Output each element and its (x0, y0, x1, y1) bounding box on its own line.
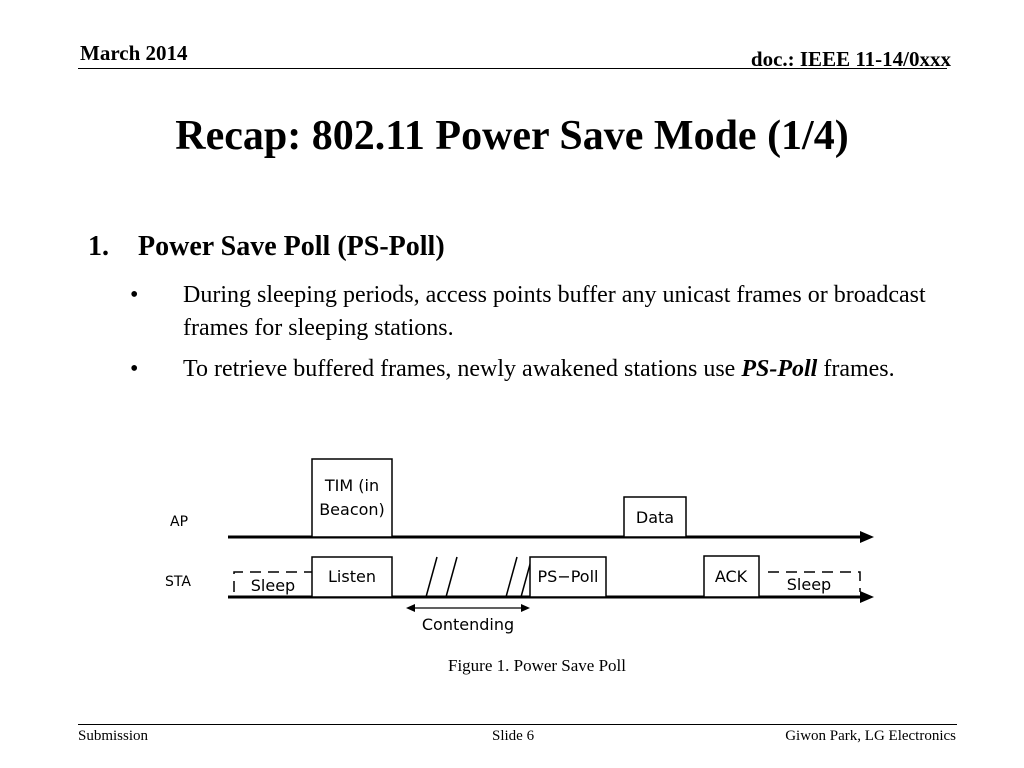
contending-label: Contending (421, 615, 515, 634)
footer-rule (78, 724, 957, 725)
section-number: 1. (88, 231, 109, 262)
data-frame-label: Data (635, 508, 675, 527)
backoff-slash (506, 557, 517, 597)
header-date: March 2014 (80, 41, 188, 65)
sta-arrowhead (860, 591, 874, 603)
header-doc-id: doc.: IEEE 11-14/0xxx (750, 47, 951, 71)
ps-poll-label: PS−Poll (537, 567, 599, 586)
tim-beacon-box (312, 459, 392, 537)
ack-label: ACK (714, 567, 748, 586)
contending-arrow-left (406, 604, 415, 612)
sta-label: STA (165, 574, 191, 590)
bullet-text (183, 353, 953, 386)
bullet-text: During sleeping periods, access points buffer any unicast frames or broadcast frames for sleeping stations. (183, 282, 926, 341)
section-heading-text: Power Save Poll (PS-Poll) (138, 231, 445, 262)
tim-label-line1: TIM (in (324, 476, 380, 495)
footer-submission: Submission (78, 728, 149, 744)
footer-author: Giwon Park, LG Electronics (785, 728, 956, 744)
ap-arrowhead (860, 531, 874, 543)
bullet-emphasis: PS-Poll (741, 356, 818, 382)
backoff-slash (426, 557, 437, 597)
backoff-slash (446, 557, 457, 597)
sleep-right-label: Sleep (786, 575, 832, 594)
slide-title: Recap: 802.11 Power Save Mode (1/4) (175, 113, 849, 159)
bullet-text-after: frames. (817, 356, 895, 382)
footer-slide-number: Slide 6 (492, 728, 535, 744)
sleep-left-label: Sleep (250, 576, 296, 595)
bullet-text-before: To retrieve buffered frames, newly awakened stations use (183, 356, 742, 382)
header-rule (78, 68, 947, 69)
ps-poll-figure (150, 450, 890, 655)
contending-arrow-right (521, 604, 530, 612)
bullet-marker: • (130, 356, 139, 382)
ap-label: AP (170, 514, 189, 530)
ps-poll-diagram (150, 450, 890, 650)
bullet-marker: • (130, 282, 139, 308)
figure-caption: Figure 1. Power Save Poll (447, 656, 627, 675)
tim-label-line2: Beacon) (319, 500, 385, 519)
listen-label: Listen (328, 567, 376, 586)
section-heading (88, 231, 445, 263)
